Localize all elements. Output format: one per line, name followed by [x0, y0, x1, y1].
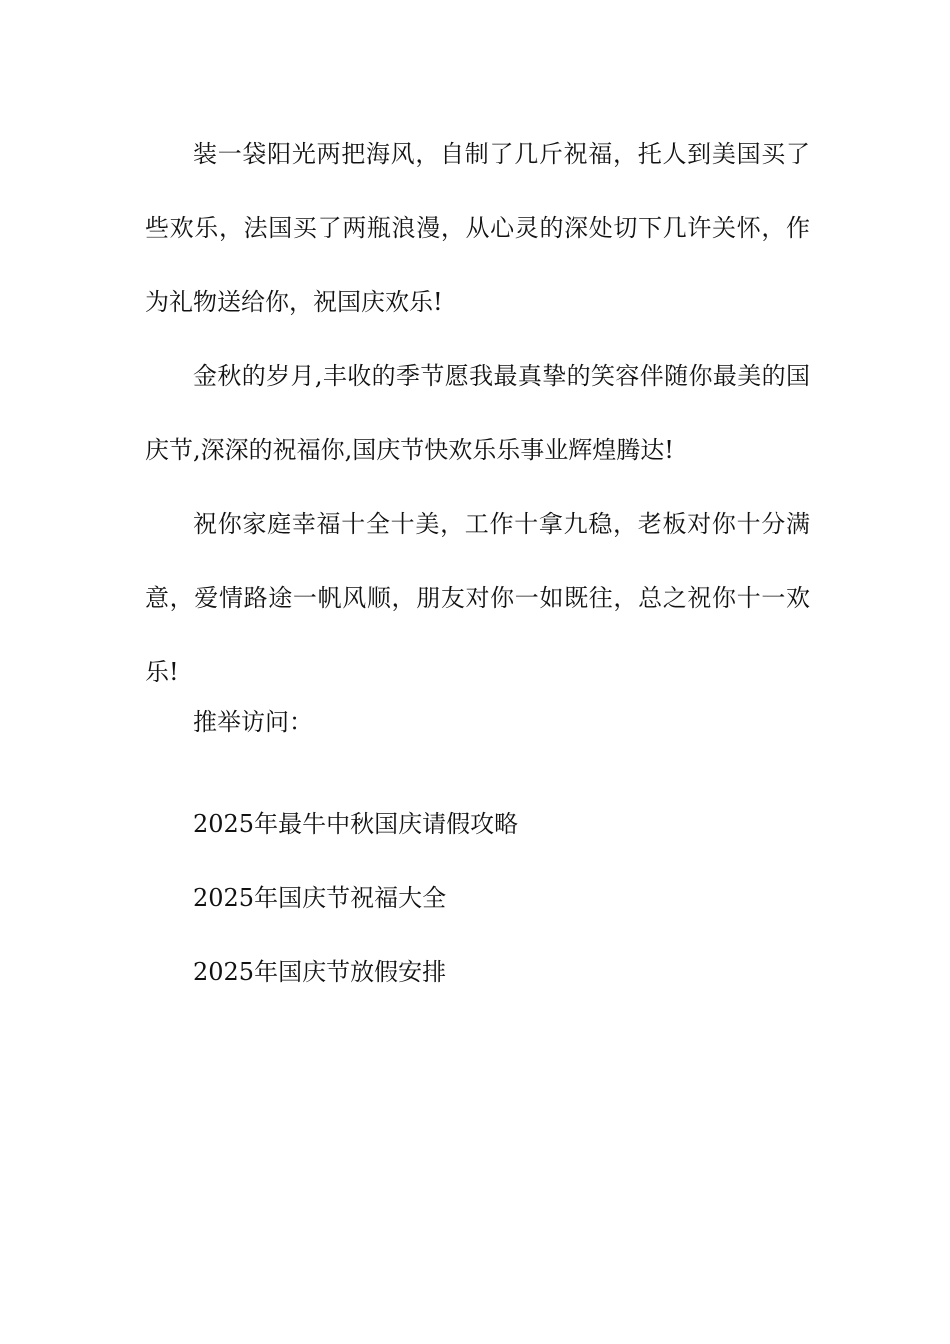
recommend-link-greetings[interactable]: 2025年国庆节祝福大全 — [193, 884, 447, 912]
paragraph-greeting-2: 金秋的岁月,丰收的季节愿我最真挚的笑容伴随你最美的国庆节,深深的祝福你,国庆节快欢乐乐事业辉煌腾达! — [145, 362, 810, 464]
paragraph-greeting-3: 祝你家庭幸福十全十美，工作十拿九稳，老板对你十分满意，爱情路途一帆风顺，朋友对你一如既往，总之祝你十一欢乐! — [145, 510, 810, 686]
recommend-link-leave-guide[interactable]: 2025年最牛中秋国庆请假攻略 — [193, 810, 519, 838]
recommend-heading: 推举访问： — [193, 708, 313, 736]
recommend-link-holiday-schedule[interactable]: 2025年国庆节放假安排 — [193, 958, 447, 986]
paragraph-greeting-1: 装一袋阳光两把海风，自制了几斤祝福，托人到美国买了些欢乐，法国买了两瓶浪漫，从心灵的深处切下几许关怀，作为礼物送给你，祝国庆欢乐! — [145, 140, 810, 316]
